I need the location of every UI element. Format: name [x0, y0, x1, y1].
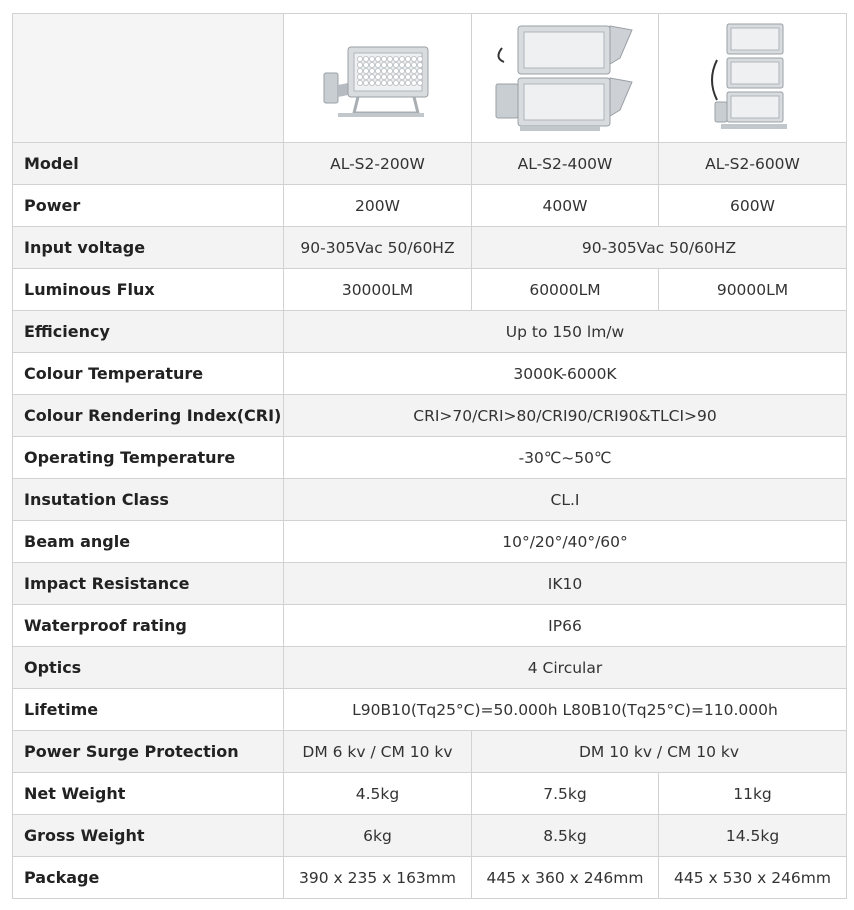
spec-label: Net Weight	[13, 773, 284, 815]
spec-row-power-surge-protection	[13, 731, 847, 773]
spec-label: Colour Rendering Index(CRI)	[13, 395, 284, 437]
spec-row-operating-temperature	[13, 437, 847, 479]
spec-value: 90000LM	[659, 269, 847, 311]
spec-label: Lifetime	[13, 689, 284, 731]
spec-row-input-voltage	[13, 227, 847, 269]
spec-value: 200W	[284, 185, 472, 227]
spec-value: 7.5kg	[472, 773, 659, 815]
spec-row-power	[13, 185, 847, 227]
spec-value: 60000LM	[472, 269, 659, 311]
spec-value: 4 Circular	[284, 647, 847, 689]
spec-value: 445 x 530 x 246mm	[659, 857, 847, 899]
spec-value: 390 x 235 x 163mm	[284, 857, 472, 899]
spec-value: AL-S2-200W	[284, 143, 472, 185]
spec-label: Colour Temperature	[13, 353, 284, 395]
floodlight-triple-module-icon	[703, 20, 803, 136]
spec-label: Model	[13, 143, 284, 185]
spec-row-colour-rendering-index-cri	[13, 395, 847, 437]
floodlight-double-module-icon	[490, 18, 640, 138]
spec-table	[12, 13, 847, 899]
spec-value: AL-S2-400W	[472, 143, 659, 185]
spec-label: Insutation Class	[13, 479, 284, 521]
spec-row-lifetime	[13, 689, 847, 731]
spec-value: 3000K-6000K	[284, 353, 847, 395]
spec-value: CL.I	[284, 479, 847, 521]
spec-value: 4.5kg	[284, 773, 472, 815]
spec-row-beam-angle	[13, 521, 847, 563]
product-image-row	[13, 14, 847, 143]
spec-value: Up to 150 lm/w	[284, 311, 847, 353]
spec-value: 600W	[659, 185, 847, 227]
spec-value: IK10	[284, 563, 847, 605]
spec-value: 8.5kg	[472, 815, 659, 857]
spec-value: 445 x 360 x 246mm	[472, 857, 659, 899]
spec-value: 400W	[472, 185, 659, 227]
spec-label: Luminous Flux	[13, 269, 284, 311]
spec-row-net-weight	[13, 773, 847, 815]
spec-value: 6kg	[284, 815, 472, 857]
spec-label: Efficiency	[13, 311, 284, 353]
header-blank-cell	[13, 14, 284, 143]
spec-label: Waterproof rating	[13, 605, 284, 647]
spec-label: Beam angle	[13, 521, 284, 563]
spec-row-efficiency	[13, 311, 847, 353]
spec-row-model	[13, 143, 847, 185]
spec-value: 90-305Vac 50/60HZ	[284, 227, 472, 269]
spec-label: Power Surge Protection	[13, 731, 284, 773]
spec-value: 30000LM	[284, 269, 472, 311]
spec-value: IP66	[284, 605, 847, 647]
spec-row-package	[13, 857, 847, 899]
spec-label: Optics	[13, 647, 284, 689]
spec-row-impact-resistance	[13, 563, 847, 605]
spec-row-luminous-flux	[13, 269, 847, 311]
spec-value: AL-S2-600W	[659, 143, 847, 185]
spec-label: Input voltage	[13, 227, 284, 269]
spec-row-colour-temperature	[13, 353, 847, 395]
spec-label: Gross Weight	[13, 815, 284, 857]
spec-value: 14.5kg	[659, 815, 847, 857]
spec-row-insutation-class	[13, 479, 847, 521]
spec-value: DM 10 kv / CM 10 kv	[472, 731, 847, 773]
spec-label: Impact Resistance	[13, 563, 284, 605]
floodlight-single-module-icon	[318, 33, 438, 123]
product-image-cell	[472, 14, 659, 143]
spec-row-gross-weight	[13, 815, 847, 857]
spec-value: -30℃~50℃	[284, 437, 847, 479]
spec-value: DM 6 kv / CM 10 kv	[284, 731, 472, 773]
spec-value: 90-305Vac 50/60HZ	[472, 227, 847, 269]
spec-value: 11kg	[659, 773, 847, 815]
product-image-cell	[659, 14, 847, 143]
spec-value: L90B10(Tq25°C)=50.000h L80B10(Tq25°C)=110.000h	[284, 689, 847, 731]
spec-value: 10°/20°/40°/60°	[284, 521, 847, 563]
product-image-cell	[284, 14, 472, 143]
spec-row-optics	[13, 647, 847, 689]
spec-value: CRI>70/CRI>80/CRI90/CRI90&TLCI>90	[284, 395, 847, 437]
spec-row-waterproof-rating	[13, 605, 847, 647]
spec-label: Package	[13, 857, 284, 899]
spec-label: Operating Temperature	[13, 437, 284, 479]
spec-label: Power	[13, 185, 284, 227]
